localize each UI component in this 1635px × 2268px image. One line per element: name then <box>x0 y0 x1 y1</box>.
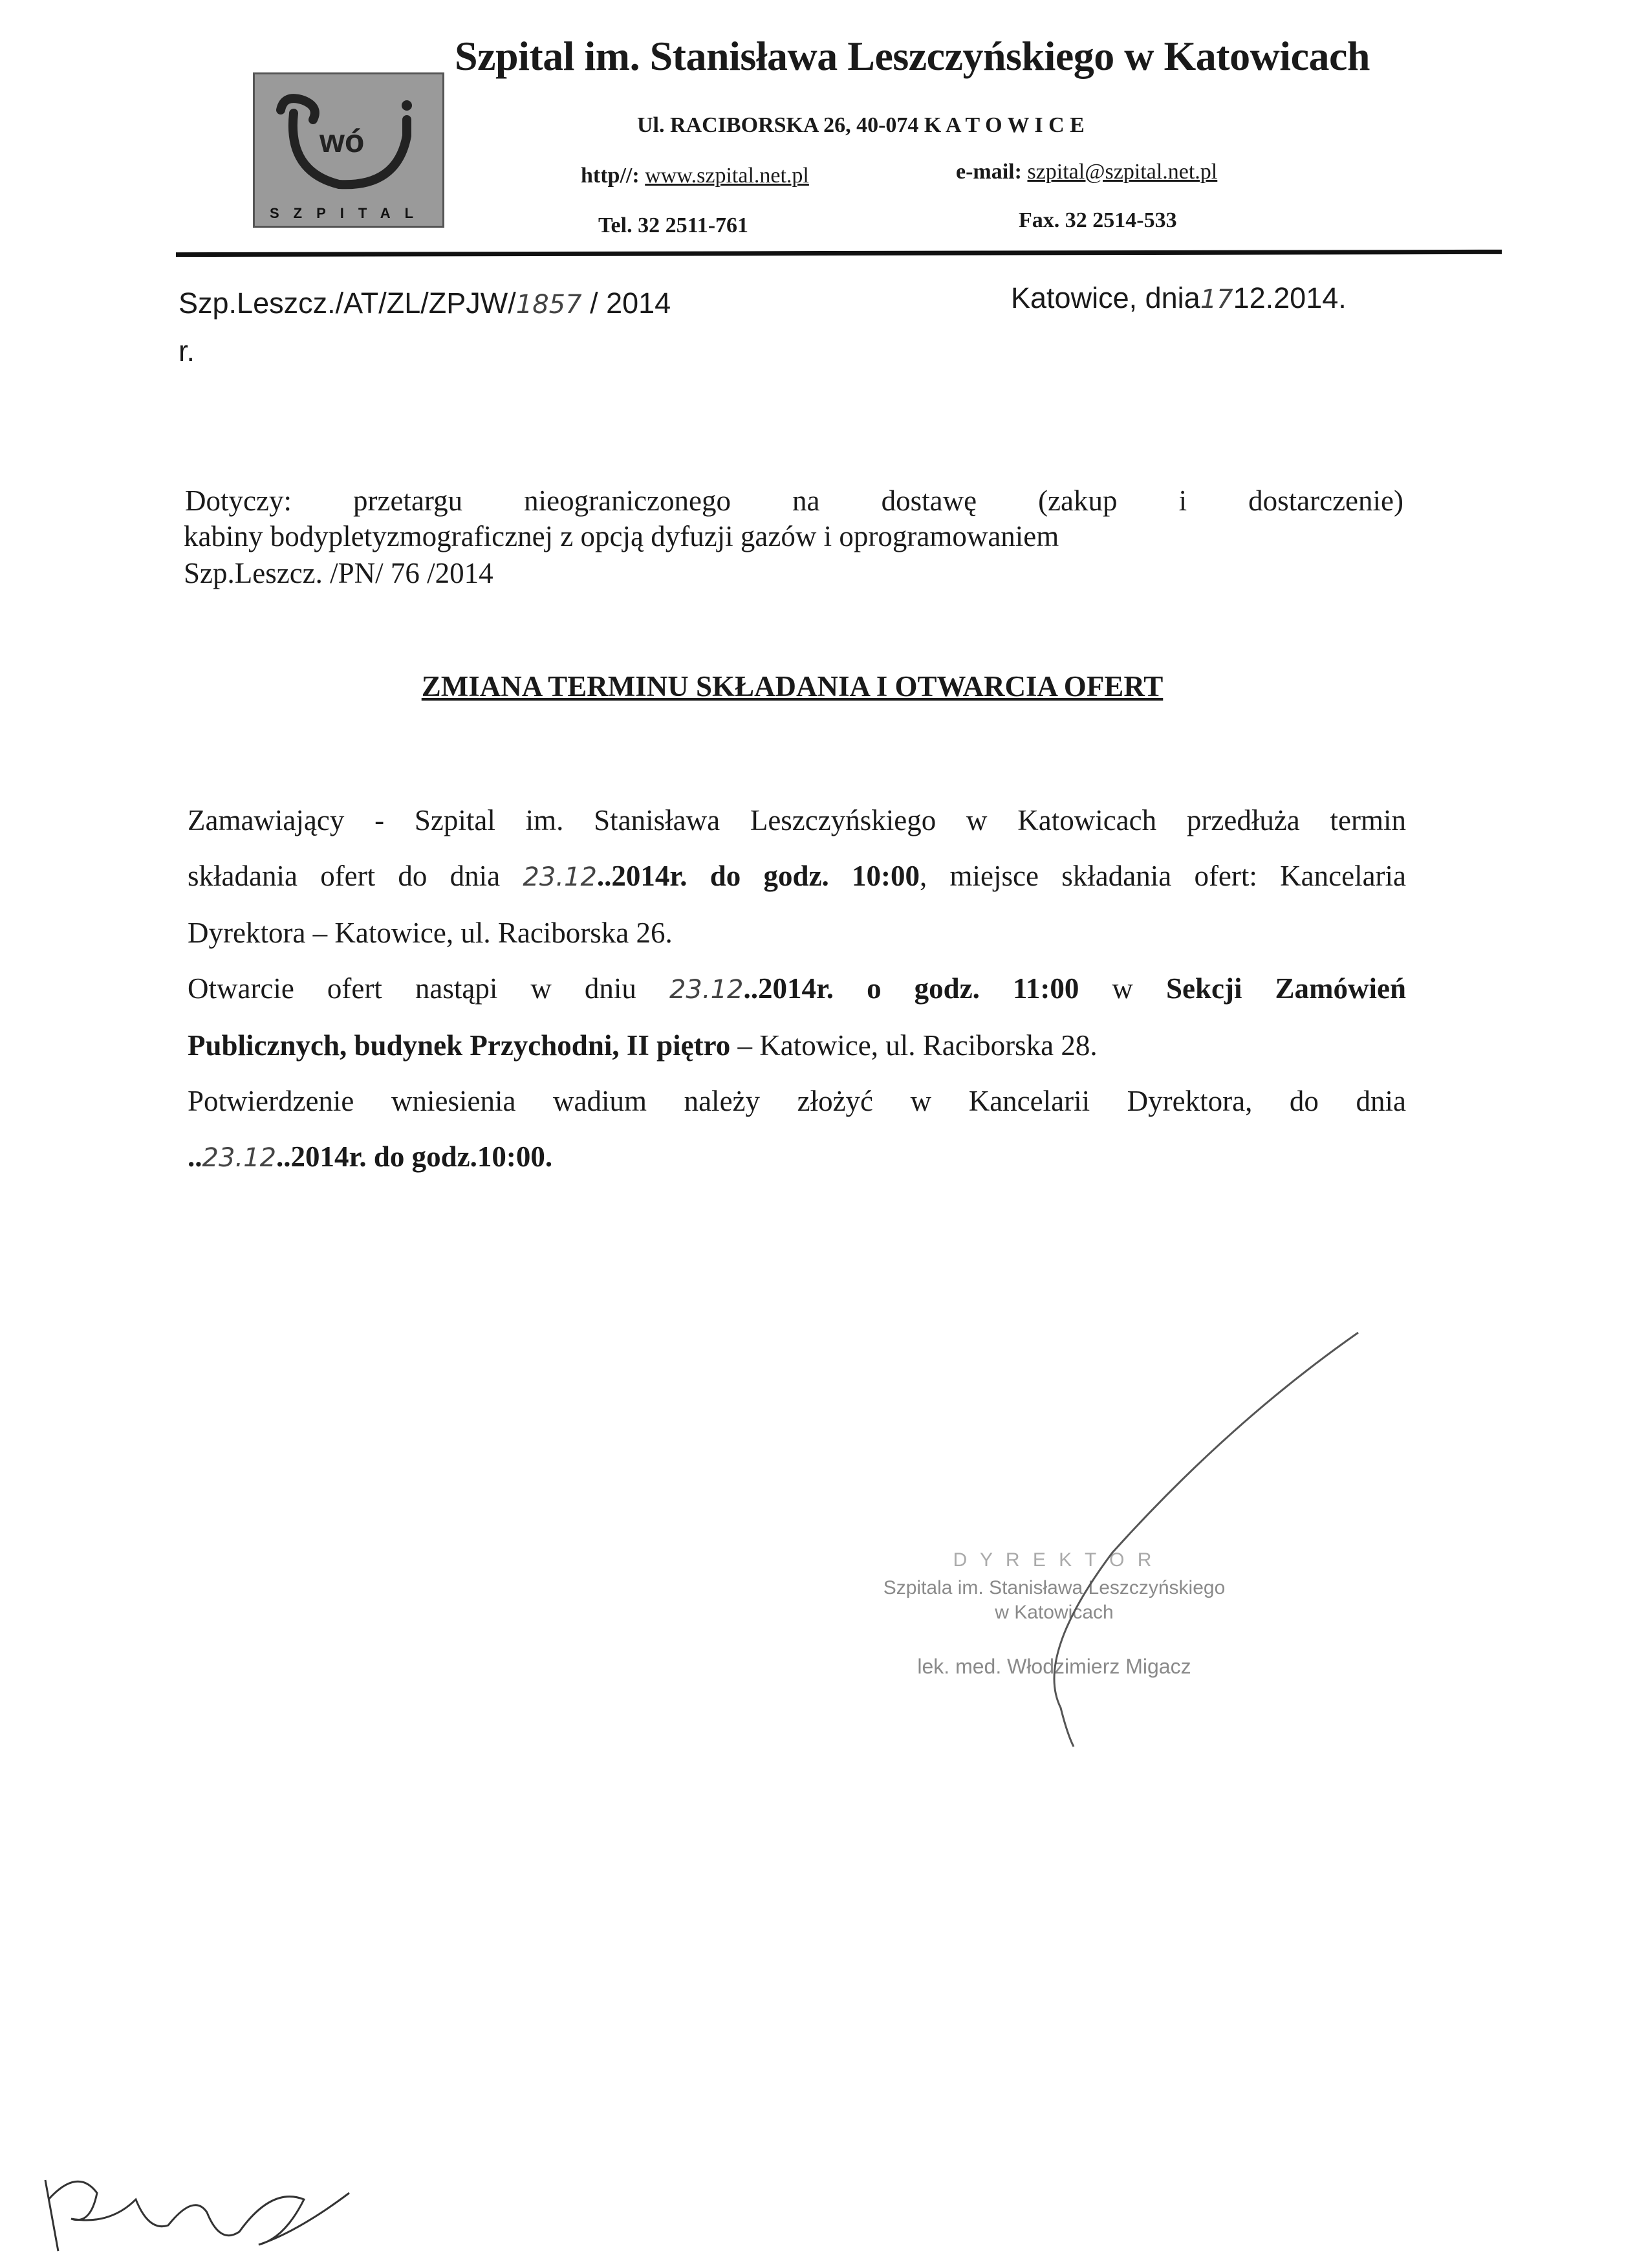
location-bold: Sekcji Zamówień <box>1165 972 1406 1005</box>
location-bold: Publicznych, budynek Przychodni, II piętro <box>188 1029 731 1062</box>
body-line: ..23.12..2014r. do godz.10:00. <box>188 1140 553 1173</box>
handwritten-day: 17 <box>1200 285 1233 314</box>
notice-heading: ZMIANA TERMINU SKŁADANIA I OTWARCIA OFERT <box>421 670 1164 703</box>
body-line: Dyrektora – Katowice, ul. Raciborska 26. <box>188 917 673 949</box>
handwritten-date: 23.12 <box>202 1143 277 1173</box>
handwritten-date: 23.12 <box>523 862 597 892</box>
opening-time: ..2014r. o godz. 11:00 <box>743 972 1079 1005</box>
hospital-name: Szpital im. Stanisława Leszczyńskiego w Katowicach <box>455 33 1370 79</box>
body-line: Potwierdzenie wniesienia wadium należy złożyć w Kancelarii Dyrektora, do dnia <box>188 1085 1406 1117</box>
reference-suffix-line2: r. <box>179 334 195 367</box>
subject-line-3: Szp.Leszcz. /PN/ 76 /2014 <box>184 557 493 589</box>
director-signature <box>1054 1333 1358 1747</box>
stamp-line-2: w Katowicach <box>995 1602 1114 1623</box>
text: , miejsce składania ofert: Kancelaria <box>920 860 1407 892</box>
svg-text:wó: wó <box>319 123 365 159</box>
date-prefix: Katowice, dnia <box>1011 281 1200 314</box>
deadline: ..2014r. do godz. 10:00 <box>596 860 920 892</box>
text: składania ofert do dnia <box>188 860 523 892</box>
text: – Katowice, ul. Raciborska 28. <box>730 1029 1098 1062</box>
email-label: e-mail: <box>956 160 1022 184</box>
logo-caption: SZPITAL <box>269 205 428 221</box>
subject-line-2: kabiny bodypletyzmograficznej z opcją dyfuzji gazów i oprogramowaniem <box>184 520 1059 552</box>
http-label: http//: <box>581 164 640 188</box>
address: Ul. RACIBORSKA 26, 40-074 K A T O W I C E <box>637 113 1085 137</box>
stamp-name: lek. med. Włodzimierz Migacz <box>917 1655 1191 1678</box>
handwritten-date: 23.12 <box>669 975 744 1005</box>
subject-line-1: Dotyczy: przetargu nieograniczonego na dostawę (zakup i dostarczenie) <box>185 485 1403 517</box>
initials-signature <box>45 2180 349 2251</box>
website-link[interactable]: www.szpital.net.pl <box>645 164 809 188</box>
handwritten-number: 1857 <box>515 290 582 320</box>
text: Otwarcie ofert nastąpi w dniu <box>188 972 669 1005</box>
reference-suffix: / 2014 <box>581 287 671 320</box>
deposit-deadline: ..2014r. do godz.10:00. <box>276 1140 553 1173</box>
body-line: Zamawiający - Szpital im. Stanisława Leszczyńskiego w Katowicach przedłuża termin <box>188 804 1406 836</box>
date-suffix: 12.2014. <box>1233 281 1347 314</box>
stamp-role: D Y R E K T O R <box>953 1549 1156 1571</box>
email-link[interactable]: szpital@szpital.net.pl <box>1027 160 1218 184</box>
fax: Fax. 32 2514-533 <box>1019 208 1177 232</box>
phone: Tel. 32 2511-761 <box>598 213 749 237</box>
reference-prefix: Szp.Leszcz./AT/ZL/ZPJW/ <box>179 287 516 320</box>
stamp-line-1: Szpitala im. Stanisława Leszczyńskiego <box>883 1577 1226 1598</box>
text: w <box>1079 972 1166 1005</box>
